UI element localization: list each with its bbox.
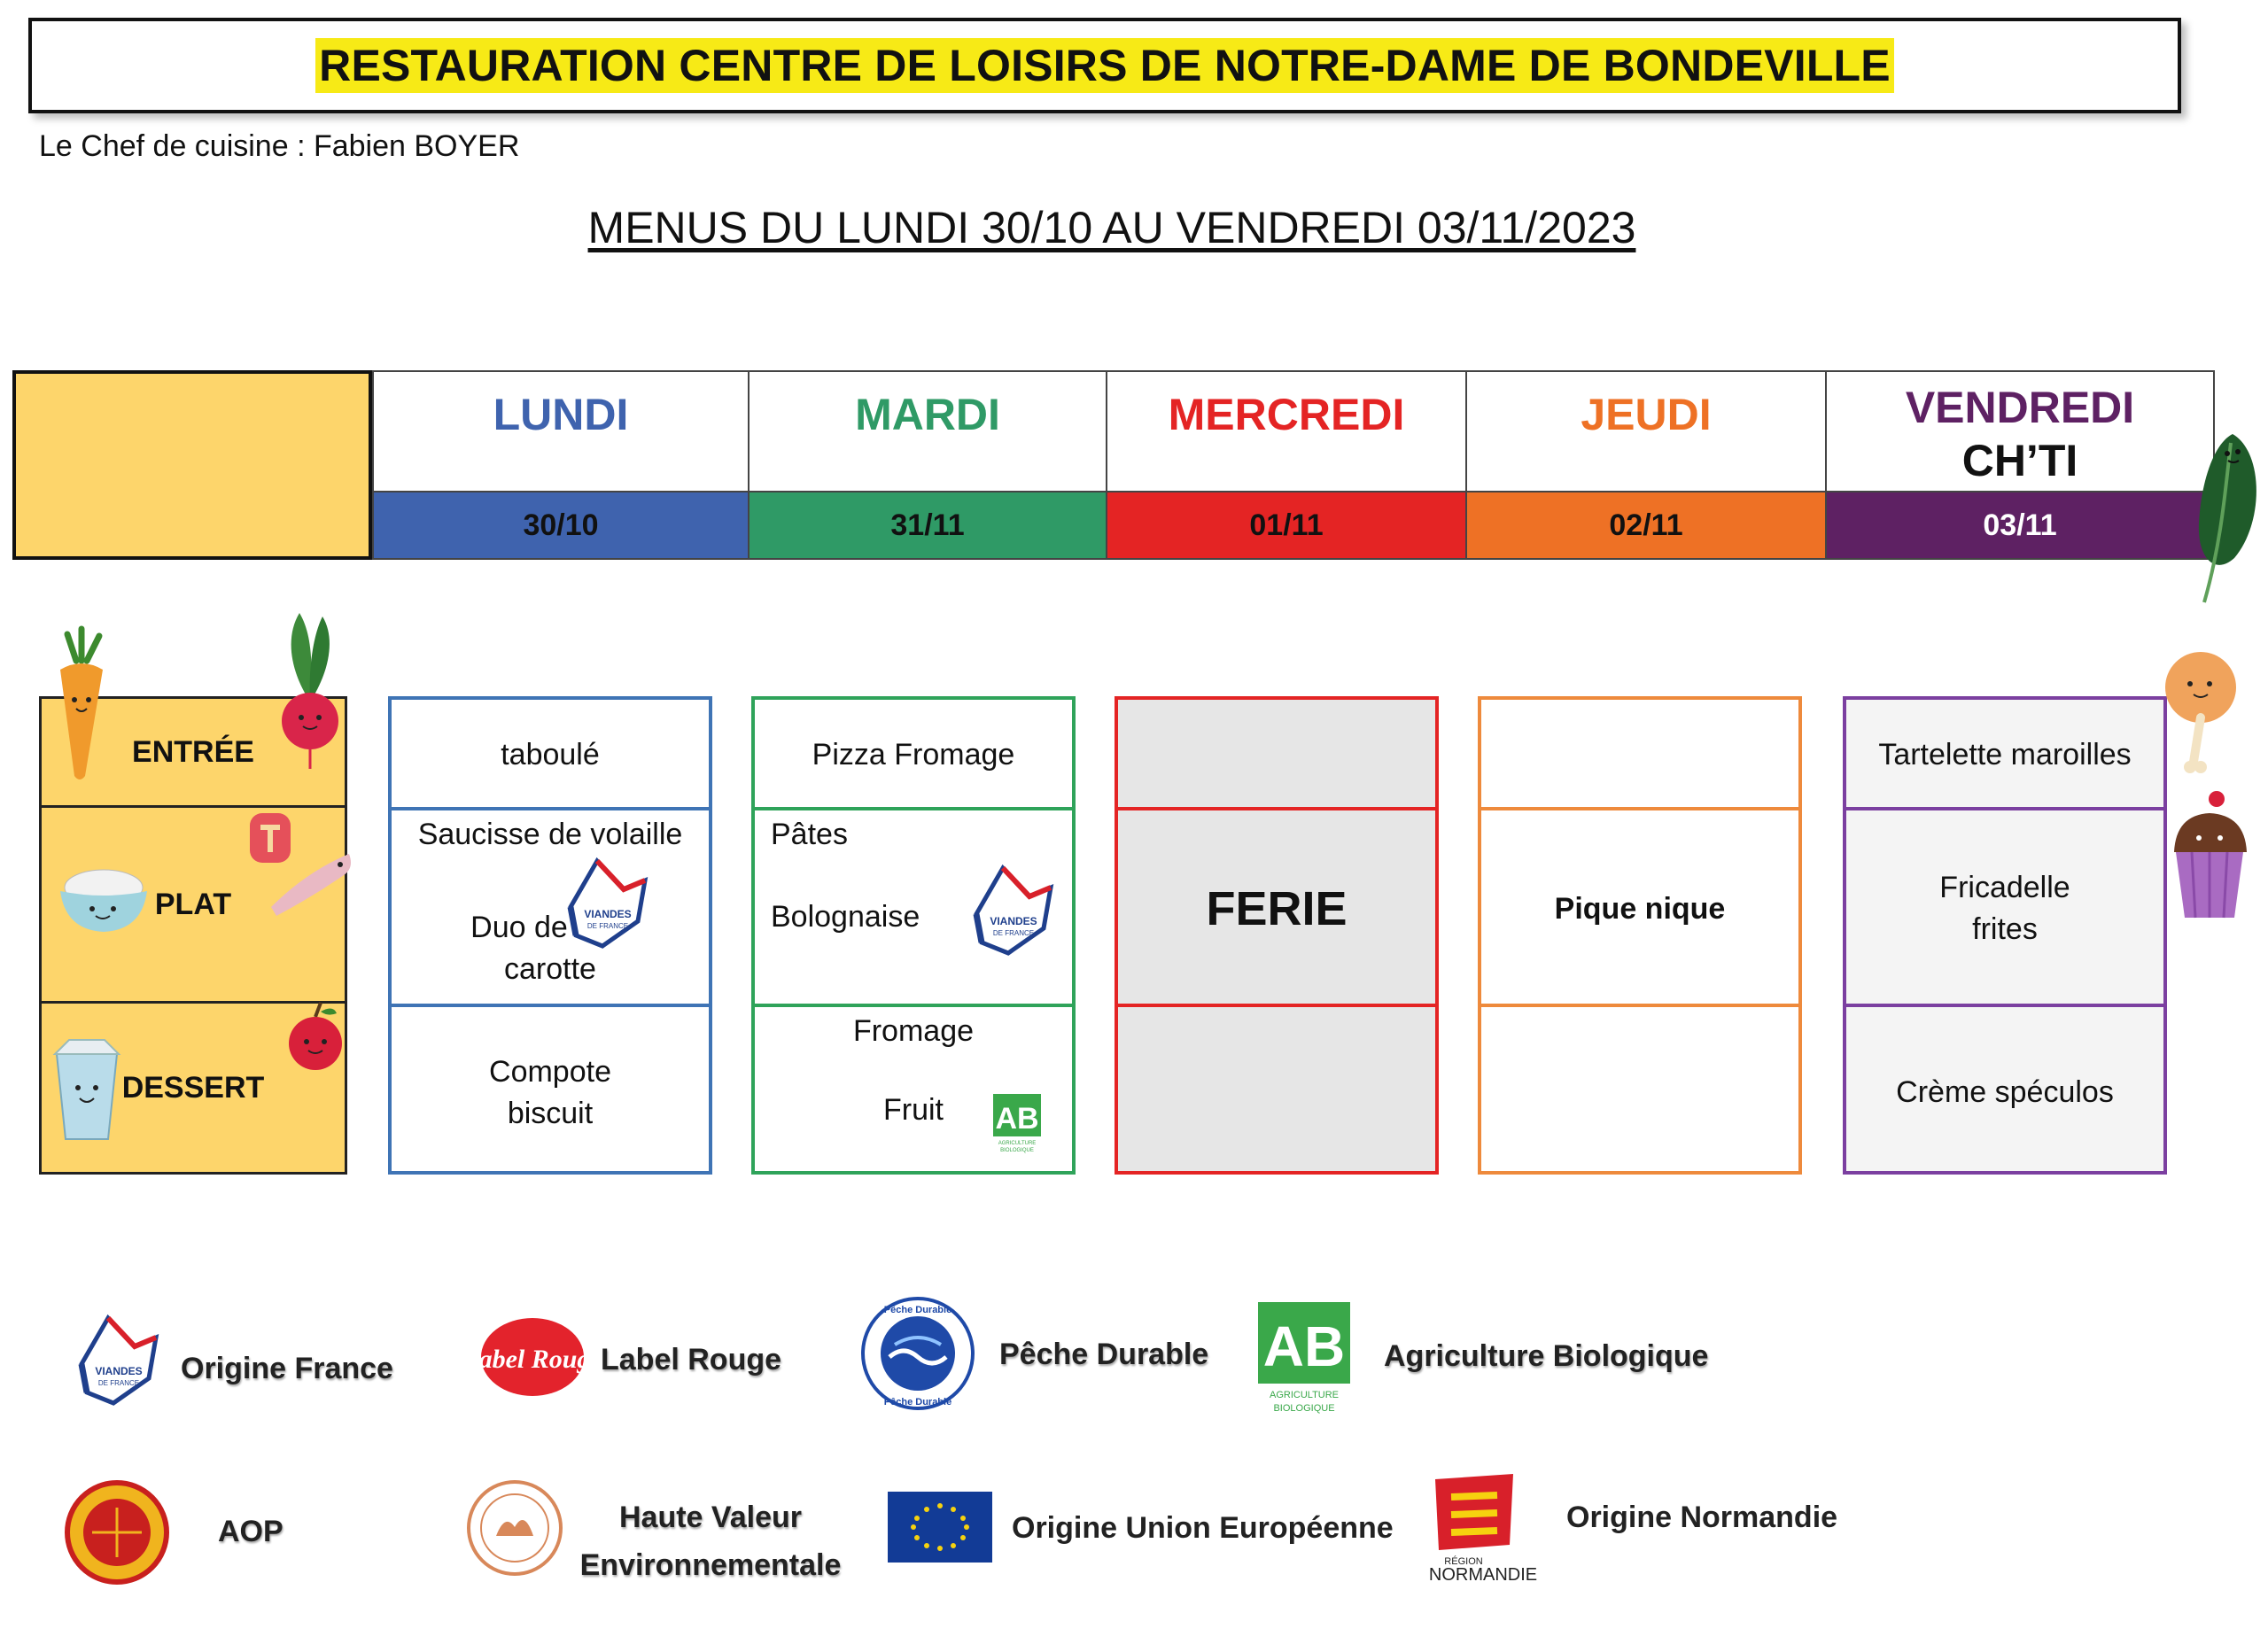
yogurt-icon (51, 1036, 122, 1143)
day-date: 30/10 (374, 491, 748, 558)
chef-line: Le Chef de cuisine : Fabien BOYER (39, 129, 520, 163)
apple-icon (282, 1001, 349, 1074)
spinach-leaf-icon (2179, 425, 2264, 611)
legend-label-rouge: Label Rouge (601, 1343, 782, 1376)
menu-dessert (392, 1007, 709, 1178)
badge-text: Pêche Durable (883, 1305, 952, 1315)
badge-text: VIANDES (95, 1365, 143, 1377)
day-name: LUNDI (493, 390, 629, 439)
dish-text: Bolognaise (771, 900, 920, 934)
badge-text: BIOLOGIQUE (1273, 1403, 1335, 1414)
cupcake-icon (2167, 788, 2252, 923)
badge-text: AB (995, 1102, 1039, 1136)
badge-text: VIANDES (584, 908, 632, 920)
menu-box-mardi (751, 696, 1076, 1175)
category-label: DESSERT (121, 1070, 265, 1105)
badge-text: AGRICULTURE (998, 1141, 1037, 1146)
day-date: 03/11 (1827, 491, 2213, 558)
day-name: MARDI (855, 390, 1000, 439)
dish-text: Tartelette maroilles (1878, 738, 2132, 772)
legend-origine-france: Origine France (181, 1352, 393, 1385)
week-title-text: MENUS DU LUNDI 30/10 AU VENDREDI 03/11/2023 (587, 203, 1636, 252)
viandes-de-france-icon (553, 854, 656, 950)
page-title: RESTAURATION CENTRE DE LOISIRS DE NOTRE-DAME DE BONDEVILLE (315, 38, 1894, 93)
dish-text: Pâtes (771, 818, 848, 851)
header-corner-cell (12, 370, 372, 560)
legend-peche-durable: Pêche Durable (999, 1338, 1209, 1371)
week-title (0, 202, 2224, 253)
day-date: 02/11 (1467, 491, 1825, 558)
title-box (28, 18, 2181, 113)
dish-text: Fromage (852, 1014, 975, 1048)
badge-text: RÉGION (1444, 1556, 1483, 1567)
menu-plat (1846, 810, 2163, 1007)
meat-fish-icon (245, 810, 360, 925)
legend-aop: AOP (218, 1515, 284, 1548)
hve-icon (464, 1477, 565, 1578)
dish-text: Saucisse de volaille (417, 818, 683, 851)
badge-text: DE FRANCE (992, 929, 1035, 937)
menu-box-lundi (388, 696, 712, 1175)
dish-text: biscuit (507, 1096, 594, 1130)
day-header-mercredi (1106, 370, 1467, 560)
badge-text: DE FRANCE (586, 922, 629, 930)
legend-origine-ue: Origine Union Européenne (1012, 1511, 1394, 1545)
legend-hve-line1: Haute Valeur (619, 1501, 802, 1534)
legend-agriculture-bio: Agriculture Biologique (1384, 1339, 1709, 1373)
carrot-icon (50, 625, 113, 785)
legend-hve (578, 1493, 843, 1589)
day-name: MERCREDI (1168, 390, 1405, 439)
ab-bio-icon (992, 1093, 1042, 1153)
badge-text: VIANDES (990, 915, 1037, 927)
dish-text: Compote (489, 1054, 611, 1089)
category-label: PLAT (154, 887, 232, 921)
day-subtitle: CH’TI (1961, 436, 2078, 485)
menu-entree (755, 700, 1072, 810)
day-name-text: VENDREDI (1905, 383, 2135, 432)
menu-entree (392, 700, 709, 810)
badge-text: AGRICULTURE (1269, 1390, 1340, 1400)
day-date: 01/11 (1107, 491, 1465, 558)
badge-text: NORMANDIE (1428, 1565, 1538, 1585)
dish-text: Fruit (883, 1093, 944, 1127)
day-header-vendredi (1825, 370, 2215, 560)
eu-flag-icon (888, 1492, 992, 1563)
badge-text: DE FRANCE (97, 1379, 140, 1387)
badge-text: Pêche Durable (883, 1397, 952, 1407)
viandes-de-france-icon (64, 1311, 167, 1407)
day-header-mardi (748, 370, 1107, 560)
badge-text: BIOLOGIQUE (1000, 1148, 1034, 1153)
dish-text: taboulé (501, 738, 600, 772)
menu-box-vendredi (1843, 696, 2167, 1175)
menu-plat (1481, 810, 1798, 1007)
peche-durable-icon (859, 1295, 976, 1412)
menu-box-mercredi (1115, 696, 1439, 1175)
day-header-jeudi (1465, 370, 1827, 560)
badge-text: Label Rouge (462, 1345, 602, 1374)
viandes-de-france-icon (959, 861, 1061, 957)
title-wrapper (32, 21, 2178, 110)
chicken-leg-icon (2162, 647, 2240, 779)
day-header-lundi (372, 370, 750, 560)
day-date: 31/11 (750, 491, 1106, 558)
dish-text: Pique nique (1554, 891, 1726, 926)
menu-box-jeudi (1478, 696, 1802, 1175)
region-normandie-icon (1421, 1474, 1554, 1584)
radish-icon (275, 604, 346, 772)
day-name: JEUDI (1581, 390, 1712, 439)
legend-origine-normandie: Origine Normandie (1566, 1501, 1838, 1534)
aop-icon (64, 1479, 170, 1586)
rice-bowl-icon (55, 865, 152, 935)
ab-bio-icon (1256, 1300, 1352, 1415)
label-rouge-icon (462, 1314, 602, 1400)
dish-text: FERIE (1206, 881, 1348, 935)
dish-text: Crème spéculos (1896, 1075, 2114, 1109)
dish-text: frites (1972, 912, 2038, 946)
dish-text: Pizza Fromage (812, 738, 1015, 772)
day-name (1827, 372, 2213, 494)
dish-text: carotte (504, 952, 596, 986)
legend-hve-line2: Environnementale (579, 1548, 842, 1582)
category-label: ENTRÉE (132, 734, 254, 769)
menu-plat (392, 810, 709, 1007)
badge-text: AB (1262, 1314, 1346, 1378)
dish-text: Fricadelle (1939, 871, 2070, 904)
menu-entree (1846, 700, 2163, 810)
menu-dessert (1846, 1007, 2163, 1178)
ferie-label (1118, 810, 1435, 1007)
dish-text: Duo de (470, 911, 568, 944)
